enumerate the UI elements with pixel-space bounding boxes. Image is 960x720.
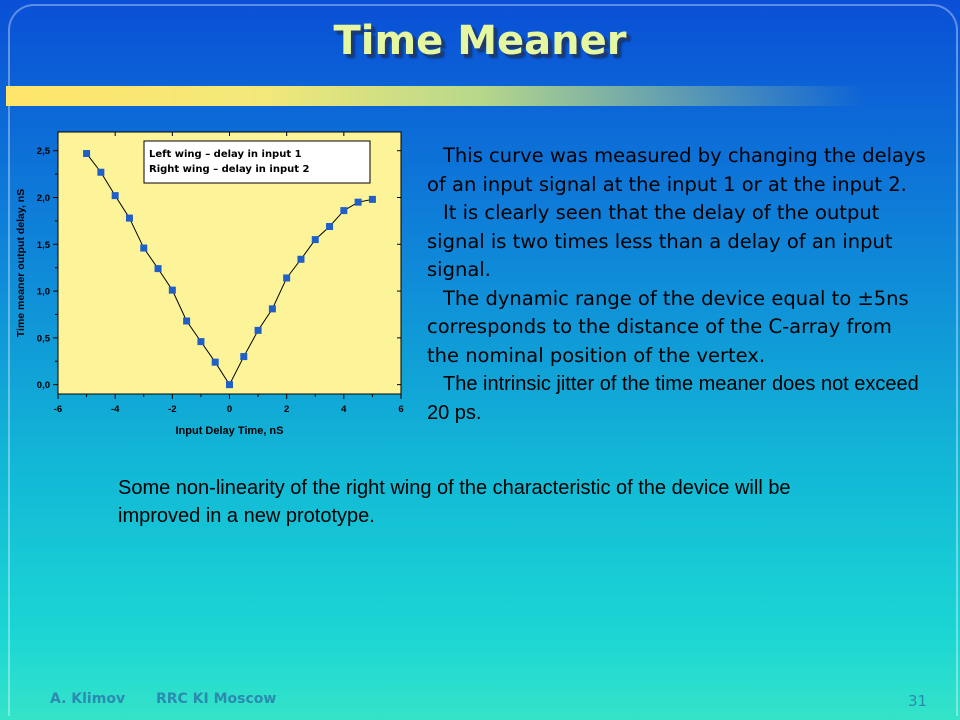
y-tick-label: 1,0 xyxy=(36,286,50,298)
y-tick-label: 1,5 xyxy=(36,239,50,251)
chart xyxy=(8,128,408,440)
data-point xyxy=(369,196,376,203)
data-point xyxy=(226,381,233,388)
data-point xyxy=(183,318,190,325)
legend-box xyxy=(144,141,370,183)
data-point xyxy=(269,305,276,312)
data-point xyxy=(297,256,304,263)
data-point xyxy=(355,199,362,206)
slide-number: 31 xyxy=(908,692,928,710)
data-point xyxy=(312,236,319,243)
x-tick-label: 0 xyxy=(226,404,233,415)
x-tick-label: 4 xyxy=(341,404,347,415)
y-tick-label: 2,5 xyxy=(36,146,50,158)
paragraph-output-delay: It is clearly seen that the delay of the output signal is two times less than a delay of an input signal. xyxy=(427,201,893,281)
data-point xyxy=(97,169,104,176)
legend-entry-right-wing: Right wing – delay in input 2 xyxy=(149,164,310,175)
y-tick-label: 0,5 xyxy=(36,333,50,345)
data-point xyxy=(83,150,90,157)
y-axis-label: Time meaner output delay, nS xyxy=(15,188,27,338)
y-tick-label: 0,0 xyxy=(36,380,50,392)
footer-organization: RRC KI Moscow xyxy=(155,691,277,707)
paragraph-dynamic-range: The dynamic range of the device equal to ±5ns corresponds to the distance of the C-array from the nominal position of the vertex. xyxy=(427,286,909,367)
x-tick-label: -4 xyxy=(110,404,120,415)
data-point xyxy=(326,223,333,230)
x-tick-label: -2 xyxy=(168,404,177,415)
data-point xyxy=(340,207,347,214)
description-text xyxy=(427,142,927,427)
y-tick-label: 2,0 xyxy=(36,193,50,204)
paragraph-jitter: The intrinsic jitter of the time meaner does not exceed 20 ps. xyxy=(427,373,919,424)
legend-entry-left-wing: Left wing – delay in input 1 xyxy=(149,149,302,160)
slide-title: Time Meaner xyxy=(333,18,627,64)
chart-legend xyxy=(144,141,370,183)
data-point xyxy=(140,245,147,252)
data-point xyxy=(155,265,162,272)
title-underline-bar xyxy=(6,86,866,106)
footer-credits xyxy=(50,691,302,707)
data-point xyxy=(283,274,290,281)
data-point xyxy=(197,338,204,345)
data-point xyxy=(255,327,262,334)
x-tick-label: 6 xyxy=(398,404,404,415)
x-axis-label: Input Delay Time, nS xyxy=(175,425,284,437)
data-point xyxy=(212,359,219,366)
data-point xyxy=(112,192,119,199)
data-point xyxy=(126,215,133,222)
nonlinearity-note: Some non-linearity of the right wing of the characteristic of the device will be improved in a new prototype. xyxy=(118,477,791,527)
x-tick-label: -6 xyxy=(53,404,63,415)
paragraph-measurement: This curve was measured by changing the delays of an input signal at the input 1 or at the input 2. xyxy=(427,144,926,196)
data-point xyxy=(169,287,176,294)
data-point xyxy=(240,353,247,360)
footer-author: A. Klimov xyxy=(50,691,126,707)
chart-svg xyxy=(8,128,408,440)
x-tick-label: 2 xyxy=(284,404,290,415)
